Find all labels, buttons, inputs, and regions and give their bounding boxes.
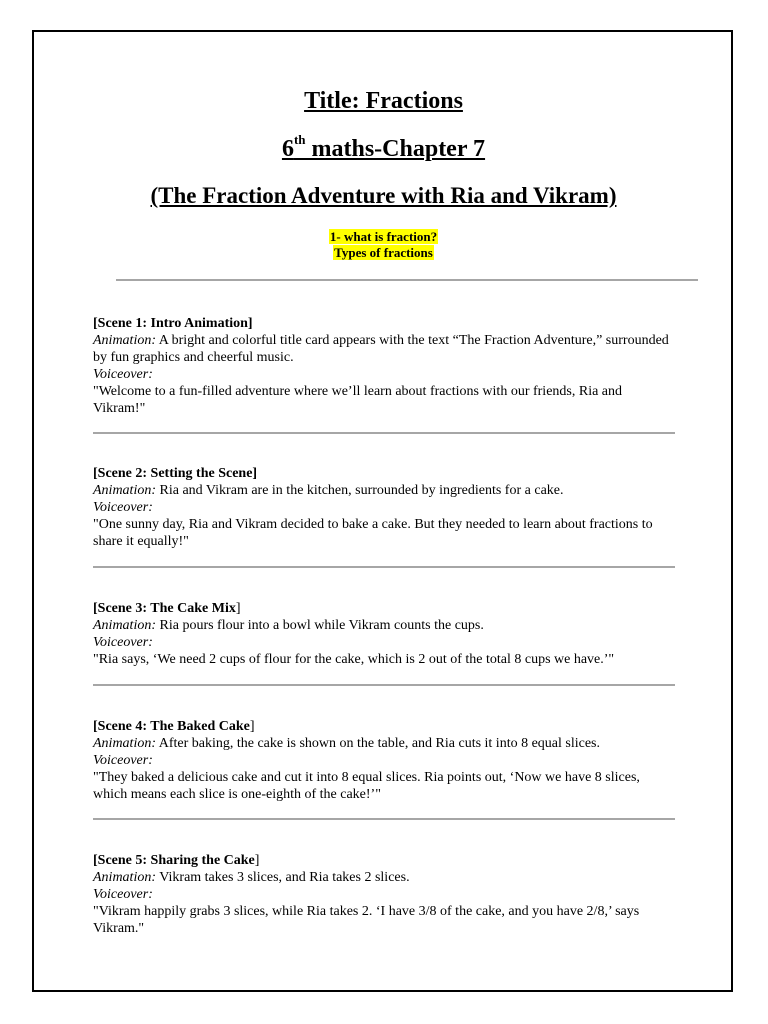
animation-text: After baking, the cake is shown on the table, and Ria cuts it into 8 equal slices. bbox=[156, 736, 601, 751]
scene-animation bbox=[93, 735, 673, 752]
scene-heading: [Scene 4: The Baked Cake] bbox=[93, 719, 255, 734]
voiceover-text: "Welcome to a fun-filled adventure where we’ll learn about fractions with our friends, Ria and Vikram!" bbox=[93, 384, 623, 416]
voiceover-label: Voiceover: bbox=[93, 753, 153, 768]
animation-label: Animation: bbox=[93, 333, 156, 348]
chapter-label: maths-Chapter 7 bbox=[305, 136, 486, 162]
divider-rule bbox=[93, 818, 675, 820]
animation-label: Animation: bbox=[93, 618, 156, 633]
voiceover-text: "One sunny day, Ria and Vikram decided to bake a cake. But they needed to learn about fractions to share it equally!" bbox=[93, 517, 653, 549]
divider-rule bbox=[93, 684, 675, 686]
animation-text: A bright and colorful title card appears with the text “The Fraction Adventure,” surrounded by fun graphics and cheerful music. bbox=[93, 333, 669, 365]
animation-text: Ria pours flour into a bowl while Vikram counts the cups. bbox=[156, 618, 484, 633]
document-subtitle: (The Fraction Adventure with Ria and Vikram) bbox=[150, 183, 617, 208]
divider-rule bbox=[116, 279, 698, 281]
scene-heading: [Scene 5: Sharing the Cake] bbox=[93, 853, 260, 868]
animation-label: Animation: bbox=[93, 870, 156, 885]
chapter-heading bbox=[34, 132, 733, 163]
scene-animation bbox=[93, 617, 673, 634]
highlight-text-1: 1- what is fraction? bbox=[329, 229, 438, 244]
chapter-ordinal-suffix: th bbox=[293, 132, 306, 147]
document-title: Title: Fractions bbox=[304, 88, 463, 114]
highlight-line-1 bbox=[34, 229, 733, 245]
scene-block-3 bbox=[93, 600, 673, 668]
animation-text: Ria and Vikram are in the kitchen, surrounded by ingredients for a cake. bbox=[156, 483, 564, 498]
scene-block-2 bbox=[93, 465, 673, 550]
voiceover-label: Voiceover: bbox=[93, 367, 153, 382]
voiceover-label: Voiceover: bbox=[93, 635, 153, 650]
scene-block-1 bbox=[93, 315, 673, 417]
voiceover-label: Voiceover: bbox=[93, 500, 153, 515]
highlight-text-2: Types of fractions bbox=[334, 245, 433, 260]
animation-label: Animation: bbox=[93, 736, 156, 751]
divider-rule bbox=[93, 566, 675, 568]
scene-heading: [Scene 3: The Cake Mix] bbox=[93, 601, 241, 616]
divider-rule bbox=[93, 432, 675, 434]
scene-block-4 bbox=[93, 718, 673, 803]
scene-animation bbox=[93, 482, 673, 499]
chapter-number: 6 bbox=[281, 136, 294, 162]
scene-animation bbox=[93, 869, 673, 886]
voiceover-text: "Ria says, ‘We need 2 cups of flour for the cake, which is 2 out of the total 8 cups we have.’" bbox=[93, 652, 615, 667]
animation-text: Vikram takes 3 slices, and Ria takes 2 slices. bbox=[156, 870, 410, 885]
voiceover-text: "They baked a delicious cake and cut it into 8 equal slices. Ria points out, ‘Now we have 8 slices, which means each slice is one-eighth of the cake!’" bbox=[93, 770, 640, 802]
scene-heading: [Scene 1: Intro Animation] bbox=[93, 316, 253, 331]
animation-label: Animation: bbox=[93, 483, 156, 498]
scene-heading: [Scene 2: Setting the Scene] bbox=[93, 466, 258, 481]
scene-block-5 bbox=[93, 852, 673, 937]
highlight-line-2 bbox=[34, 245, 733, 261]
voiceover-label: Voiceover: bbox=[93, 887, 153, 902]
voiceover-text: "Vikram happily grabs 3 slices, while Ria takes 2. ‘I have 3/8 of the cake, and you have 2/8,’ says Vikram." bbox=[93, 904, 640, 936]
scene-animation bbox=[93, 332, 673, 366]
